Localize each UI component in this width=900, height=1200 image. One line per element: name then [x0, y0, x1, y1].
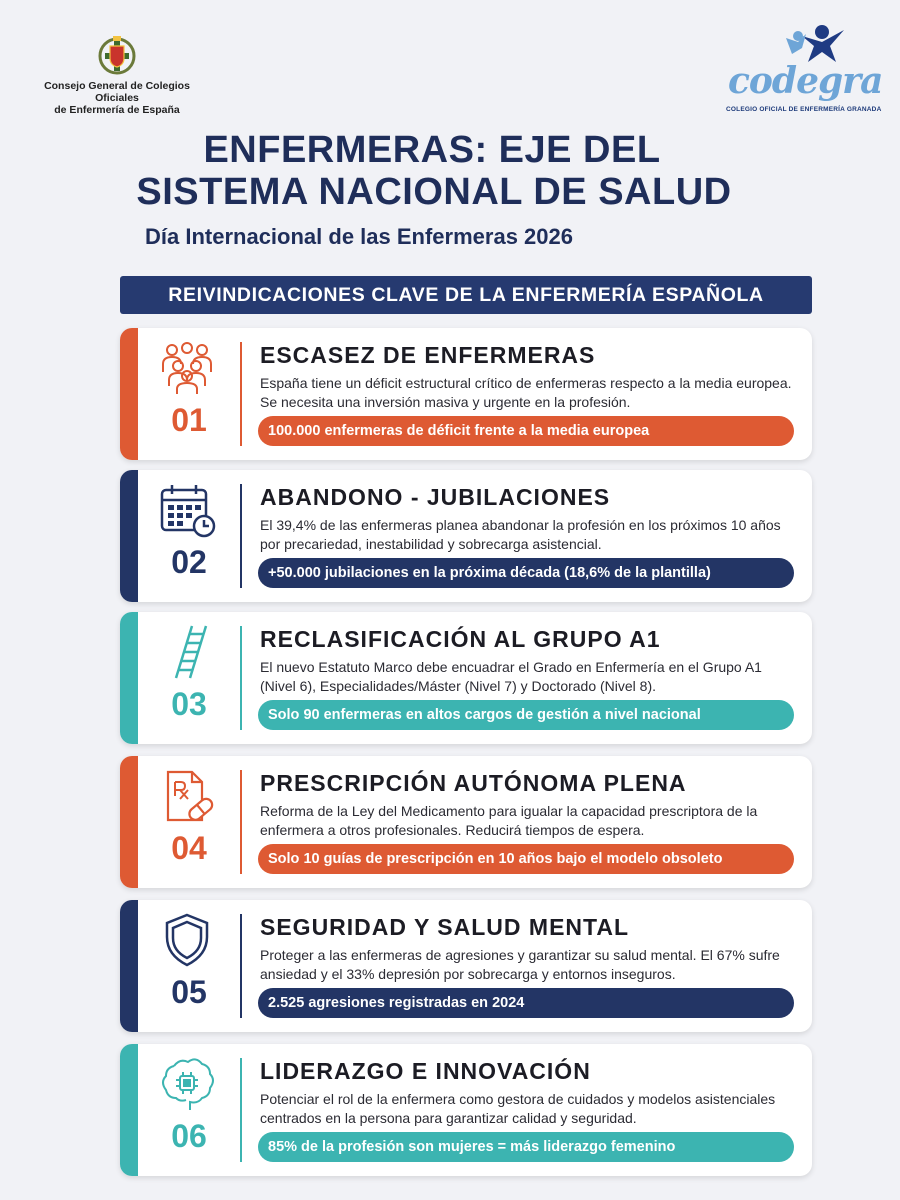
card-stat-pill: 85% de la profesión son mujeres = más liderazgo femenino: [258, 1132, 794, 1162]
card-accent-bar: [120, 756, 138, 888]
claim-card-04: [120, 756, 812, 888]
card-description: El nuevo Estatuto Marco debe encuadrar el Grado en Enfermería en el Grupo A1 (Nivel 6), Especialidades/Máster (Nivel 7) y Doctorado (Nivel 8).: [260, 659, 762, 694]
card-accent-bar: [120, 612, 138, 744]
codegra-subtext: COLEGIO OFICIAL DE ENFERMERÍA GRANADA: [726, 106, 882, 113]
page-title-line1: ENFERMERAS: EJE DEL: [203, 129, 661, 171]
claim-card-03: [120, 612, 812, 744]
card-number: 05: [171, 974, 207, 1010]
card-description: Proteger a las enfermeras de agresiones y garantizar su salud mental. El 67% sufre ansiedad y el 33% depresión por sobrecarga y entornos inseguros.: [260, 947, 780, 982]
claim-card-01: [120, 328, 812, 460]
card-stat-pill: 100.000 enfermeras de déficit frente a la media europea: [258, 416, 794, 446]
calendar-clock-icon: [156, 482, 218, 538]
card-accent-bar: [120, 900, 138, 1032]
card-stat-pill: Solo 10 guías de prescripción en 10 años bajo el modelo obsoleto: [258, 844, 794, 874]
card-number: 06: [171, 1118, 207, 1154]
coat-of-arms-seal-icon: [95, 32, 139, 76]
page-subtitle: Día Internacional de las Enfermeras 2026: [145, 224, 573, 249]
consejo-name-line2: de Enfermería de España: [54, 104, 180, 116]
consejo-name-line1: Consejo General de Colegios Oficiales: [44, 80, 190, 104]
codegra-wordmark: codegra: [728, 60, 883, 102]
card-description: Reforma de la Ley del Medicamento para igualar la capacidad prescriptora de la enfermera a otros profesionales. Reducirá tiempos de espera.: [260, 803, 758, 838]
card-stat-pill: +50.000 jubilaciones en la próxima década (18,6% de la plantilla): [258, 558, 794, 588]
card-divider: [240, 626, 242, 730]
card-accent-bar: [120, 328, 138, 460]
card-accent-bar: [120, 1044, 138, 1176]
card-title: SEGURIDAD Y SALUD MENTAL: [260, 914, 630, 940]
ladder-icon: [156, 624, 218, 680]
card-stat-pill: 2.525 agresiones registradas en 2024: [258, 988, 794, 1018]
card-number: 04: [171, 830, 207, 866]
header: [0, 0, 900, 120]
brain-circuit-icon: [156, 1056, 218, 1112]
card-divider: [240, 342, 242, 446]
card-divider: [240, 484, 242, 588]
page-title-line2: SISTEMA NACIONAL DE SALUD: [136, 171, 732, 213]
shield-icon: [156, 912, 218, 968]
card-divider: [240, 770, 242, 874]
card-description: El 39,4% de las enfermeras planea abandonar la profesión en los próximos 10 años por precariedad, inestabilidad y sobrecarga asistencial.: [260, 517, 781, 552]
section-banner: REIVINDICACIONES CLAVE DE LA ENFERMERÍA ESPAÑOLA: [120, 276, 812, 314]
claim-card-05: [120, 900, 812, 1032]
card-divider: [240, 1058, 242, 1162]
card-title: PRESCRIPCIÓN AUTÓNOMA PLENA: [260, 770, 687, 796]
card-title: LIDERAZGO E INNOVACIÓN: [260, 1058, 591, 1084]
card-title: ABANDONO - JUBILACIONES: [260, 484, 611, 510]
card-accent-bar: [120, 470, 138, 602]
people-group-icon: [156, 340, 218, 396]
card-number: 02: [171, 544, 207, 580]
claim-card-06: [120, 1044, 812, 1176]
prescription-pill-icon: [156, 768, 218, 824]
consejo-general-logo: [22, 32, 212, 116]
card-divider: [240, 914, 242, 1018]
codegra-logo: [722, 22, 882, 114]
card-title: RECLASIFICACIÓN AL GRUPO A1: [260, 626, 661, 652]
claim-card-02: [120, 470, 812, 602]
card-stat-pill: Solo 90 enfermeras en altos cargos de gestión a nivel nacional: [258, 700, 794, 730]
card-description: España tiene un déficit estructural crítico de enfermeras respecto a la media europea. Se necesita una inversión masiva y urgente en la profesión.: [260, 375, 792, 410]
card-title: ESCASEZ DE ENFERMERAS: [260, 342, 596, 368]
card-number: 03: [171, 686, 207, 722]
card-number: 01: [171, 402, 207, 438]
card-description: Potenciar el rol de la enfermera como gestora de cuidados y modelos asistenciales centrados en la persona para garantizar calidad y seguridad.: [260, 1091, 776, 1126]
